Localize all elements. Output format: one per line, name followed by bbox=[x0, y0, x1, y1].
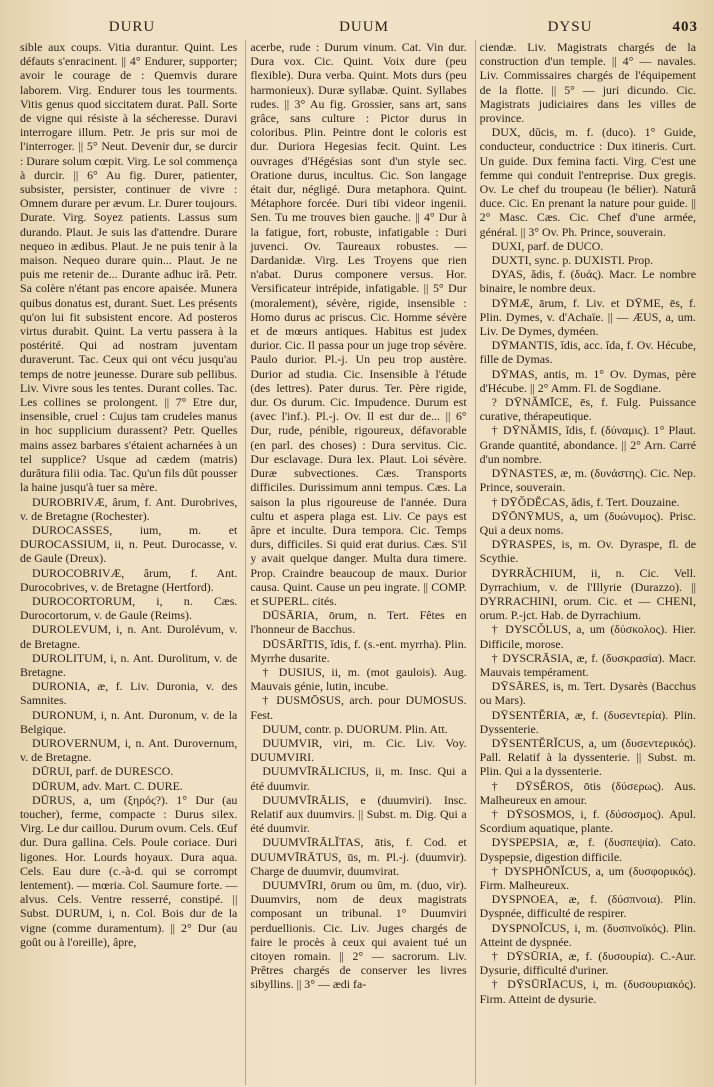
dictionary-entry: DUUMVĪRI, ōrum ou ûm, m. (duo, vir). Duumvirs, nom de deux magistrats composant un tribunal. 1° Duumviri perduellionis. Cic. Liv. Juges chargés de faire le procès à ceux qui avaient tué un citoyen romain. || 2° — sacrorum. Liv. Prêtres chargés de conserver les livres sibyllins. || 3° — ædi fa- bbox=[250, 877, 467, 992]
dictionary-entry: † DUSIUS, ii, m. (mot gaulois). Aug. Mauvais génie, lutin, incube. bbox=[250, 664, 467, 694]
dictionary-entry: DȲSENTĔRIA, æ, f. (δυσεντερία). Plin. Dyssenterie. bbox=[479, 707, 696, 736]
dictionary-entry: DȲSĀRES, is, m. Tert. Dysarès (Bacchus ou Mars). bbox=[479, 679, 696, 708]
dictionary-entry: DŪRUS, a, um (ξηρός?). 1° Dur (au toucher), ferme, compacte : Durus silex. Virg. Le dur caillou. Durum ovum. Cels. Œuf dur. Dura gallina. Cels. Poule coriace. Duri ligones. Hor. Lourds hoyaux. Dura aqua. Cels. Eau dure (c.-à-d. qui se corrompt lentement). — mœria. Col. Saumure forte. — alvus. Cels. Ventre resserré, constipé. || Subst. DURUM, i, n. Col. Bois dur de la vigne (comme duramentum). || 2° Dur (au goût ou à l'oreille), âpre, bbox=[20, 792, 238, 949]
dictionary-entry: † DȲNĂMIS, ĭdis, f. (δύναμις). 1° Plaut. Grande quantité, abondance. || 2° Arn. Carré d'un nombre. bbox=[479, 423, 696, 466]
column-left bbox=[16, 40, 241, 1085]
dictionary-entry: DŪSĀRĪTIS, ĭdis, f. (s.-ent. myrrha). Plin. Myrrhe dusarite. bbox=[250, 636, 467, 665]
dictionary-entry: † DYSPHŌNĬCUS, a, um (δυσφορικός). Firm. Malheureux. bbox=[479, 863, 696, 892]
dictionary-entry: DYSPEPSIA, æ, f. (δυσπεψία). Cato. Dyspepsie, digestion difficile. bbox=[479, 835, 696, 864]
dictionary-entry: DȲSENTĔRĬCUS, a, um (δυσεντερικός). Pall. Relatif à la dyssenterie. || Subst. m. Plin. Qui a la dyssenterie. bbox=[479, 735, 696, 779]
page-number: 403 bbox=[672, 19, 698, 35]
running-head-left: DURU bbox=[108, 19, 156, 35]
running-head-center: DUUM bbox=[339, 19, 389, 35]
dictionary-entry: † DȲSOSMOS, i, f. (δύσοσμος). Apul. Scordium aquatique, plante. bbox=[479, 806, 696, 836]
dictionary-entry: DUROVERNUM, i, n. Ant. Durovernum, v. de Bretagne. bbox=[20, 735, 238, 765]
dictionary-entry: DŪRUM, adv. Mart. C. DURE. bbox=[32, 778, 183, 793]
dictionary-entry: DUROCASSES, ium, m. et DUROCASSIUM, ii, n. Peut. Durocasse, v. de Gaule (Dreux). bbox=[20, 522, 238, 566]
dictionary-entry: DUUM, contr. p. DUORUM. Plin. Att. bbox=[262, 721, 448, 736]
dictionary-entry: † DȲSĔROS, ōtis (δύσερως). Aus. Malheureux en amour. bbox=[479, 778, 696, 807]
dictionary-entry: DUROCOBRIVÆ, ârum, f. Ant. Durocobrives, v. de Bretagne (Hertford). bbox=[20, 565, 238, 594]
dictionary-entry: † DȲŎDĔCAS, ădis, f. Tert. Douzaine. bbox=[491, 494, 680, 509]
column-middle bbox=[245, 40, 470, 1085]
dictionary-entry: DYAS, ădis, f. (δυάς). Macr. Le nombre binaire, le nombre deux. bbox=[479, 267, 696, 296]
dictionary-entry: DUX, dŭcis, m. f. (duco). 1° Guide, conducteur, conductrice : Dux itineris. Curt. Un guide. Dux femina facti. Virg. C'est une femme qui conduit l'entreprise. Dux gregis. Ov. Le chef du troupeau (le bélier). Naturâ duce. Cic. En prenant la nature pour guide. || 2° Masc. Cæs. Cic. Chef d'une armée, général. || 3° Ov. Ph. Prince, souverain. bbox=[479, 125, 696, 239]
dictionary-entry: DUUMVĪRĀLIS, e (duumviri). Insc. Relatif aux duumvirs. || Subst. m. Dig. Qui a été duumvir. bbox=[250, 792, 467, 836]
running-head-right: DYSU bbox=[547, 19, 593, 35]
dictionary-entry: DȲŌNȲMUS, a, um (δυώνυμος). Prisc. Qui a deux noms. bbox=[479, 508, 696, 537]
dictionary-entry: ciendæ. Liv. Magistrats chargés de la construction d'un temple. || 4° — navales. Liv. Commissaires chargés de l'équipement de la flotte. || 5° — juri dicundo. Cic. Magistrats judiciaires dans les villes de province. bbox=[479, 40, 696, 126]
dictionary-entry: DUROLITUM, i, n. Ant. Durolitum, v. de Bretagne. bbox=[20, 650, 238, 679]
dictionary-entry: DŪSĀRIA, ōrum, n. Tert. Fêtes en l'honneur de Bacchus. bbox=[250, 608, 467, 637]
dictionary-entry: DUXTI, sync. p. DUXISTI. Prop. bbox=[491, 253, 654, 268]
page-header bbox=[16, 10, 700, 36]
dictionary-entry: DUUMVĪRĀLICIUS, ii, m. Insc. Qui a été duumvir. bbox=[250, 764, 467, 793]
dictionary-entry: † DUSMŌSUS, arch. pour DUMOSUS. Fest. bbox=[250, 693, 467, 722]
columns bbox=[16, 40, 700, 1085]
dictionary-entry: DYSPNOĬCUS, i, m. (δυσπνοϊκός). Plin. Atteint de dyspnée. bbox=[479, 920, 696, 949]
dictionary-entry: DUUMVĪRĀLĬTAS, ātis, f. Cod. et DUUMVĪRĀTUS, ūs, m. Pl.-j. (duumvir). Charge de duumvir, duumvirat. bbox=[250, 835, 467, 878]
dictionary-entry: DȲMÆ, ārum, f. Liv. et DȲME, ēs, f. Plin. Dymes, v. d'Achaïe. || — ÆUS, a, um. Liv. De Dymes, dyméen. bbox=[479, 295, 696, 339]
dictionary-entry: DȲMANTIS, ĭdis, acc. ĭda, f. Ov. Hécube, fille de Dymas. bbox=[479, 338, 696, 367]
dictionary-entry: † DȲSŪRIA, æ, f. (δυσουρία). C.-Aur. Dysurie, difficulté d'uriner. bbox=[479, 949, 696, 978]
dictionary-entry: ? DȲNĂMĪCE, ēs, f. Fulg. Puissance curative, thérapeutique. bbox=[479, 395, 696, 424]
dictionary-entry: DŪRUI, parf. de DURESCO. bbox=[32, 764, 174, 779]
dictionary-entry: † DYSCŎLUS, a, um (δύσκολος). Hier. Difficile, morose. bbox=[479, 622, 696, 651]
dictionary-entry: DUXI, parf. de DUCO. bbox=[491, 238, 604, 253]
dictionary-entry: DȲMAS, antis, m. 1° Ov. Dymas, père d'Hécube. || 2° Amm. Fl. de Sogdiane. bbox=[479, 366, 696, 395]
dictionary-entry: DȲNASTES, æ, m. (δυνάστης). Cic. Nep. Prince, souverain. bbox=[479, 466, 696, 495]
column-right bbox=[475, 40, 700, 1085]
dictionary-entry: acerbe, rude : Durum vinum. Cat. Vin dur. Dura vox. Cic. Quint. Voix dure (peu flexible). Dura verba. Quint. Mots durs (peu harmonieux). Duræ syllabæ. Quint. Syllabes rudes. || 3° Au fig. Grossier, sans art, sans grâce, sans culture : Pictor durus in coloribus. Plin. Peintre dont le coloris est dur. Duriora Hegesias fecit. Quint. Les ouvrages d'Hégésias sont d'un style sec. Oratione durus, incultus. Cic. Son langage était dur, négligé. Dura metaphora. Quint. Métaphore forcée. Duri tibi videor ingenii. Sen. Tu me trouves bien gauche. || 4° Dur à la fatigue, fort, robuste, infatigable : Duri juvenci. Ov. Taureaux robustes. — Dardanidæ. Virg. Les Troyens que rien n'abat. Durus componere versus. Hor. Versificateur intrépide, infatigable. || 5° Dur (moralement), sévère, rigide, insensible : Homo durus ac priscus. Cic. Homme sévère et de mœurs antiques. Habitus est judex durior. Cic. Il passa pour un juge trop sévère. Paulo durior. Pl.-j. Un peu trop austère. Durior ad studia. Cic. Insensible à l'étude (des lettres). Pater durus. Ter. Père rigide, dur. Os durum. Cic. Impudence. Durum est (avec l'inf.). Pl.-j. Ov. Il est dur de... || 6° Dur, rude, pénible, rigoureux, défavorable (en parl. des choses) : Dura servitus. Cic. Dur esclavage. Dura lex. Plaut. Loi sévère. Duræ subvectiones. Cæs. Transports difficiles. Durissimum anni tempus. Cæs. La saison la plus rigoureuse de l'année. Dura cultu et aspera plaga est. Liv. Ce pays est âpre et inculte. Dura tempora. Cic. Temps durs, difficiles. Si quid erat durius. Cæs. S'il y avait quelque danger. Multa dura timere. Prop. Craindre beaucoup de maux. Durior causa. Quint. Cause un peu ingrate. || COMP. et SUPERL. cités. bbox=[250, 40, 467, 608]
dictionary-entry: DUROBRIVÆ, ârum, f. Ant. Durobrives, v. de Bretagne (Rochester). bbox=[20, 494, 238, 523]
dictionary-entry: DYSPNOEA, æ, f. (δύσπνοια). Plin. Dyspnée, difficulté de respirer. bbox=[479, 892, 696, 921]
dictionary-entry: DUUMVIR, viri, m. Cic. Liv. Voy. DUUMVIRI. bbox=[250, 735, 467, 765]
dictionary-entry: DUROLEVUM, i, n. Ant. Durolévum, v. de Bretagne. bbox=[20, 622, 238, 651]
dictionary-entry: † DȲSŪRĬACUS, i, m. (δυσουριακός). Firm. Atteint de dysurie. bbox=[479, 977, 696, 1006]
dictionary-entry: DURONUM, i, n. Ant. Duronum, v. de la Belgique. bbox=[20, 707, 238, 736]
dictionary-entry: DUROCORTORUM, i, n. Cæs. Durocortorum, v. de Gaule (Reims). bbox=[20, 593, 238, 623]
dictionary-entry: † DYSCRĀSIA, æ, f. (δυσκρασία). Macr. Mauvais tempérament. bbox=[479, 650, 696, 679]
dictionary-entry: DYRRĂCHIUM, ii, n. Cic. Vell. Dyrrachium, v. de l'Illyrie (Durazzo). || DYRRACHINI, orum. Cic. et — CHENI, orum. P.-jct. Hab. de Dyrrachium. bbox=[479, 565, 696, 623]
dictionary-entry: DURONIA, æ, f. Liv. Duronia, v. des Samnites. bbox=[20, 679, 238, 708]
dictionary-entry: DȲRASPES, is, m. Ov. Dyraspe, fl. de Scythie. bbox=[479, 537, 696, 566]
dictionary-entry: sible aux coups. Vitia durantur. Quint. Les défauts s'enracinent. || 4° Endurer, supporter; avoir le courage de : Quemvis durare laborem. Virg. Endurer tous les tourments. Vitis genus quod siccitatem durat. Pall. Sorte de vigne qui résiste à la sécheresse. Duravi interrogare illum. Petr. Je pris sur moi de l'interroger. || 5° Neut. Devenir dur, se durcir : Durare solum cœpit. Virg. Le sol commença à durcir. || 6° Au fig. Durer, patienter, subsister, persister, continuer de vivre : Omnem durare per ævum. Lr. Durer toujours. Durate. Virg. Soyez patients. Lassus sum durando. Plaut. Je suis las d'attendre. Durare nequeo in ædibus. Plaut. Je ne puis tenir à la maison. Nequeo durare quin... Plaut. Je ne puis me retenir de... Durante adhuc irâ. Petr. Sa colère n'étant pas encore apaisée. Munera quibus donatus est, durant. Suet. Les présents qu'on lui fit subsistent encore. Ad posteros virtus durabit. Quint. La vertu passera à la postérité. Qui ad nostram juventam duraverunt. Tac. Ceux qui ont vécu jusqu'au temps de notre jeunesse. Durare sub pellibus. Liv. Vivre sous les tentes. Durant colles. Tac. Les collines se prolongent. || 7° Etre dur, insensible, cruel : Cujus tam crudeles manus in hoc supplicium durassent? Petr. Quelles mains assez barbares s'étaient acharnées à un tel supplice? Usque ad cædem (matris) durâtura filii odia. Tac. Qu'un fils dût pousser la haine jusqu'à tuer sa mère. bbox=[20, 40, 238, 495]
